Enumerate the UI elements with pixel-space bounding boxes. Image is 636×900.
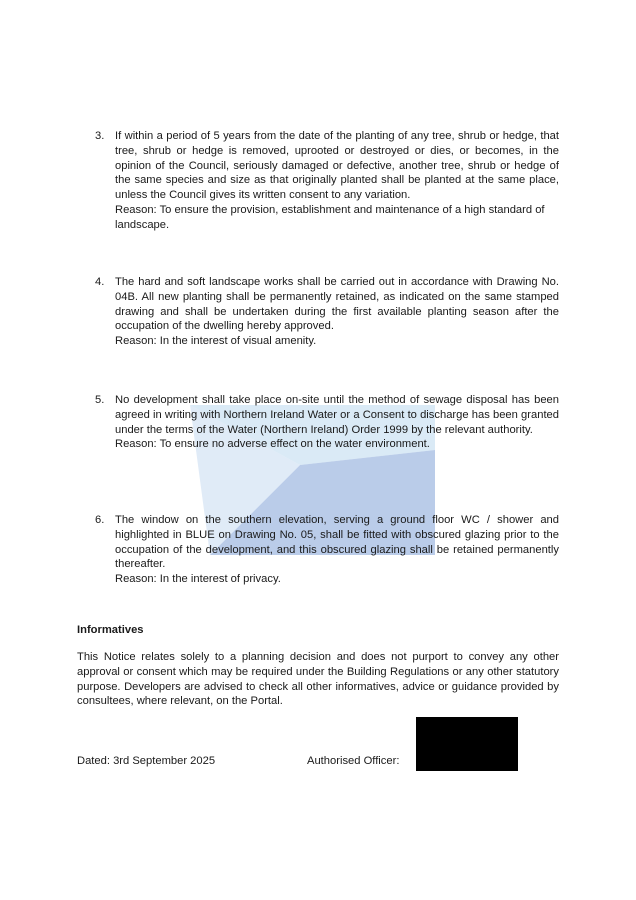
- condition-text: The hard and soft landscape works shall be carried out in accordance with Drawing No. 04B. All new planting shall be permanently retained, as indicated on the same stamped drawing and shall be undertaken during the first available planting season after the occupation of the dwelling hereby approved.: [115, 276, 559, 333]
- condition-reason: Reason: To ensure the provision, establishment and maintenance of a high standard of landscape.: [115, 203, 545, 231]
- condition-number: 3.: [95, 130, 105, 142]
- condition-reason: Reason: In the interest of privacy.: [115, 573, 281, 586]
- authorised-officer-label: Authorised Officer:: [307, 755, 400, 767]
- redacted-signature: [416, 717, 518, 771]
- condition-reason: Reason: To ensure no adverse effect on the water environment.: [115, 438, 430, 451]
- condition-4: [95, 275, 559, 349]
- condition-text: No development shall take place on-site until the method of sewage disposal has been agreed in writing with Northern Ireland Water or a Consent to discharge has been granted under the terms of the Water (Northern Ireland) Order 1999 by the relevant authority.: [115, 394, 559, 436]
- condition-3: [95, 129, 559, 233]
- condition-number: 6.: [95, 514, 105, 526]
- condition-text: The window on the southern elevation, serving a ground floor WC / shower and highlighted in BLUE on Drawing No. 05, shall be fitted with obscured glazing prior to the occupation of the development, and this obscured glazing shall be retained permanently thereafter.: [115, 514, 559, 571]
- condition-reason: Reason: In the interest of visual amenity.: [115, 335, 317, 348]
- condition-text: If within a period of 5 years from the date of the planting of any tree, shrub or hedge, that tree, shrub or hedge is removed, uprooted or destroyed or dies, or becomes, in the opinion of the Council, seriously damaged or defective, another tree, shrub or hedge of the same species and size as that originally planted shall be planted at the same place, unless the Council gives its written consent to any variation.: [115, 130, 559, 202]
- informatives-heading: Informatives: [77, 624, 144, 636]
- condition-number: 4.: [95, 276, 105, 288]
- condition-6: [95, 513, 559, 587]
- informatives-text: This Notice relates solely to a planning decision and does not purport to convey any other approval or consent which may be required under the Building Regulations or any other statutory purpose. Developers are advised to check all other informatives, advice or guidance provided by consultees, where relevant, on the Portal.: [77, 651, 559, 708]
- condition-5: [95, 393, 559, 452]
- dated-line: Dated: 3rd September 2025: [77, 755, 216, 767]
- condition-number: 5.: [95, 394, 105, 406]
